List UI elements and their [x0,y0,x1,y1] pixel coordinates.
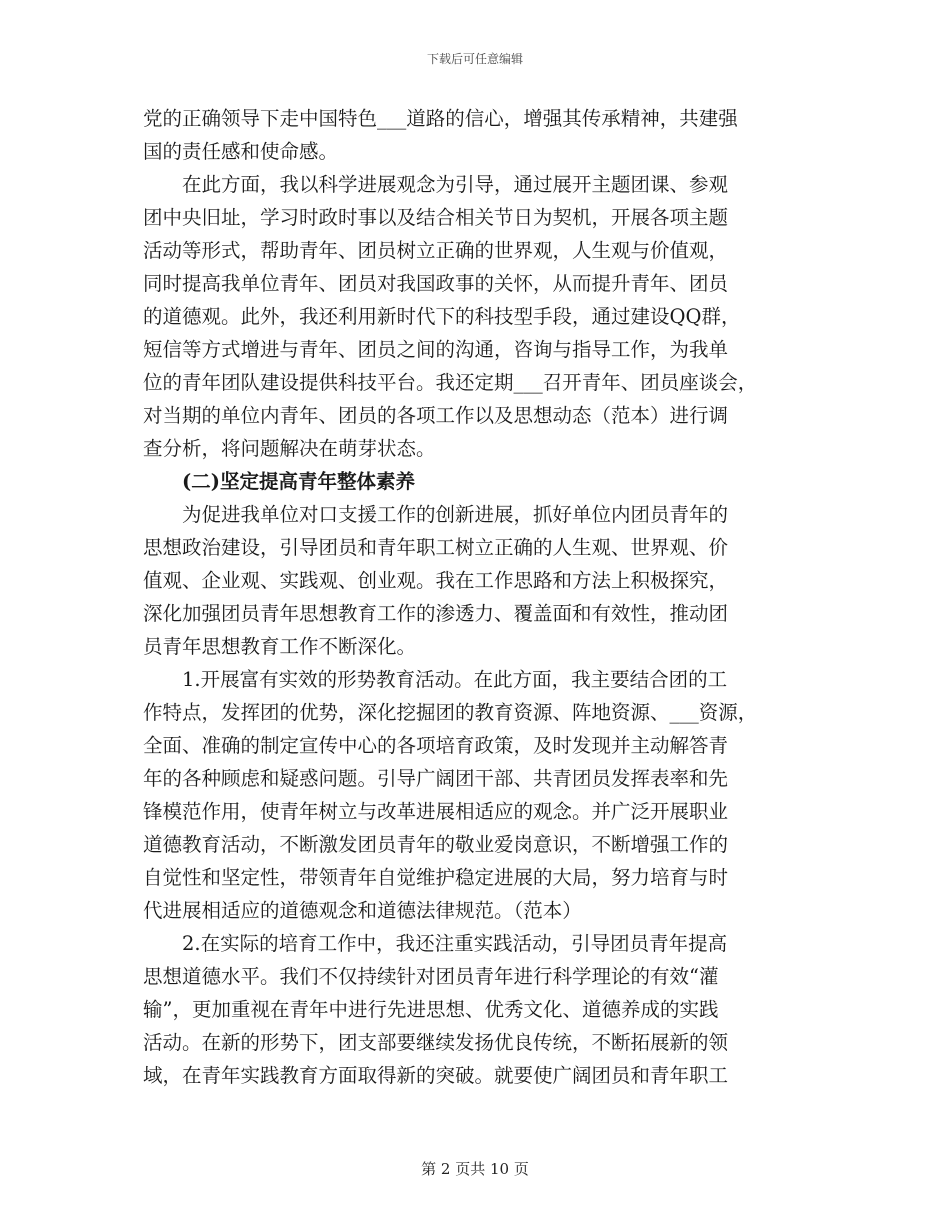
paragraph-3 [143,498,803,663]
text-line: 党的正确领导下走中国特色___道路的信心，增强其传承精神，共建强 [143,107,738,130]
text-line: 同时提高我单位青年、团员对我国政事的关怀，从而提升青年、团员 [143,272,729,295]
text-line: 锋模范作用，使青年树立与改革进展相适应的观念。并广泛开展职业 [143,800,729,823]
paragraph-4 [143,663,803,927]
text-line: 1.开展富有实效的形势教育活动。在此方面，我主要结合团的工 [143,668,728,691]
text-line: 道德教育活动，不断激发团员青年的敬业爱岗意识，不断增强工作的 [143,833,729,856]
page-footer: 第 2 页共 10 页 [421,1160,529,1178]
text-line: 位的青年团队建设提供科技平台。我还定期___召开青年、团员座谈会， [143,371,758,394]
text-line: 输”，更加重视在青年中进行先进思想、优秀文化、道德养成的实践 [143,998,719,1021]
text-line: 作特点，发挥团的优势，深化挖掘团的教育资源、阵地资源、___资源， [143,701,758,724]
text-line: 深化加强团员青年思想教育工作的渗透力、覆盖面和有效性，推动团 [143,602,729,625]
text-line: 查分析，将问题解决在萌芽状态。 [143,437,436,460]
text-line: 代进展相适应的道德观念和道德法律规范。（范本） [143,899,582,922]
text-line: 团中央旧址，学习时政时事以及结合相关节日为契机，开展各项主题 [143,206,729,229]
text-line: 国的责任感和使命感。 [143,140,339,163]
text-line: 值观、企业观、实践观、创业观。我在工作思路和方法上积极探究， [143,569,729,592]
text-line: 思想政治建设，引导团员和青年职工树立正确的人生观、世界观、价 [143,536,729,559]
text-line: 2.在实际的培育工作中，我还注重实践活动，引导团员青年提高 [143,932,728,955]
text-line: 在此方面，我以科学进展观念为引导，通过展开主题团课、参观 [143,173,729,196]
text-line: 自觉性和坚定性，带领青年自觉维护稳定进展的大局，努力培育与时 [143,866,729,889]
text-line: 活动等形式，帮助青年、团员树立正确的世界观，人生观与价值观， [143,239,729,262]
text-line: 域，在青年实践教育方面取得新的突破。就要使广阔团员和青年职工 [143,1064,729,1087]
text-line: 为促进我单位对口支援工作的创新进展，抓好单位内团员青年的 [143,503,729,526]
text-line: 的道德观。此外，我还利用新时代下的科技型手段，通过建设QQ群， [143,305,741,328]
text-line: 活动。在新的形势下，团支部要继续发扬优良传统，不断拓展新的领 [143,1031,729,1054]
paragraph-2 [143,168,803,465]
document-body [143,102,803,1092]
page-header: 下载后可任意编辑 [426,52,523,66]
text-line: 员青年思想教育工作不断深化。 [143,635,417,658]
section-heading: (二)坚定提高青年整体素养 [143,470,415,493]
paragraph-5 [143,927,803,1092]
paragraph-1 [143,102,803,168]
text-line: 对当期的单位内青年、团员的各项工作以及思想动态（范本）进行调 [143,404,729,427]
text-line: 思想道德水平。我们不仅持续针对团员青年进行科学理论的有效“灌 [143,965,719,988]
text-line: 全面、准确的制定宣传中心的各项培育政策，及时发现并主动解答青 [143,734,729,757]
text-line: 短信等方式增进与青年、团员之间的沟通，咨询与指导工作，为我单 [143,338,729,361]
text-line: 年的各种顾虑和疑惑问题。引导广阔团干部、共青团员发挥表率和先 [143,767,729,790]
